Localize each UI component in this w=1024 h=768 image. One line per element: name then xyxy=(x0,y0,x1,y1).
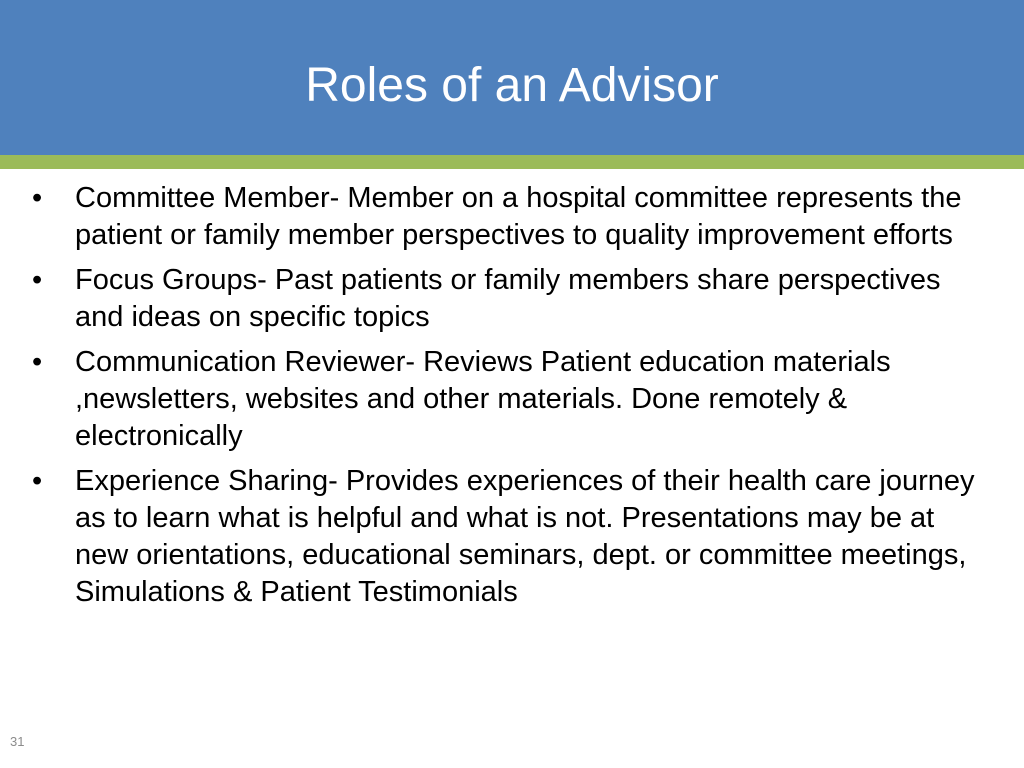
bullet-icon: • xyxy=(32,182,43,214)
list-item xyxy=(30,262,980,336)
bullet-icon: • xyxy=(32,264,43,296)
bullet-icon: • xyxy=(32,465,43,497)
slide-number: 31 xyxy=(10,734,25,749)
list-item xyxy=(30,180,980,254)
list-item xyxy=(30,463,980,611)
bullet-text: Committee Member- Member on a hospital committee represents the patient or family member perspectives to quality improvement efforts xyxy=(75,182,962,251)
list-item xyxy=(30,344,980,455)
bullet-text: Focus Groups- Past patients or family members share perspectives and ideas on specific topics xyxy=(75,264,941,333)
bullet-text: Experience Sharing- Provides experiences of their health care journey as to learn what is helpful and what is not. Presentations may be at new orientations, educational seminars, dept. or committee meetings, Simulations & Patient Testimonials xyxy=(75,465,975,608)
bullet-text: Communication Reviewer- Reviews Patient education materials ,newsletters, websites and other materials. Done remotely & electronically xyxy=(75,346,891,452)
accent-divider xyxy=(0,155,1024,169)
bullet-list xyxy=(30,180,980,619)
slide-title: Roles of an Advisor xyxy=(305,59,719,112)
bullet-icon: • xyxy=(32,346,43,378)
